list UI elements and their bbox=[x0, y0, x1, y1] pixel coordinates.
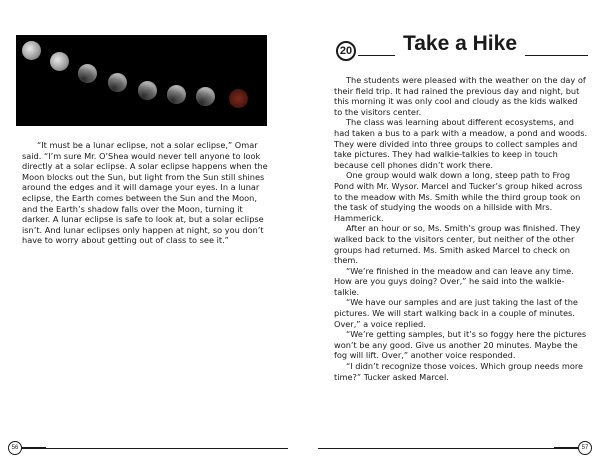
story-paragraph: “We’re getting samples, but it’s so foggy here the pictures won’t be any good. Give us another 20 minutes. Maybe the fog will lift. Over,” another voice responded. bbox=[334, 329, 587, 361]
chapter-title: Take a Hike bbox=[395, 31, 525, 57]
footer-rule-thin bbox=[46, 448, 288, 449]
moon-phase-6 bbox=[167, 85, 186, 104]
story-paragraph: The class was learning about different ecosystems, and had taken a bus to a park with a meadow, a pond and woods. They were divided into three groups to collect samples and take pictures. They had walkie-talkies to keep in touch because cell phones didn’t work there. bbox=[334, 117, 588, 170]
lunar-eclipse-photo bbox=[16, 35, 267, 126]
dialogue-paragraph: “It must be a lunar eclipse, not a solar eclipse,” Omar said. “I’m sure Mr. O’Shea would never tell anyone to look directly at a solar eclipse. A solar eclipse happens when the Moon blocks out the Sun, but light from the Sun still shines around the edges and it will damage your eyes. In a lunar eclipse, the Earth comes between the Sun and the Moon, and the Earth’s shadow falls over the Moon, turning it darker. A lunar eclipse is safe to look at, but a solar eclipse isn’t. And lunar eclipses only happen at night, so you don’t have to worry about getting out of class to see it.” bbox=[22, 140, 268, 246]
left-page-body bbox=[22, 140, 272, 246]
story-paragraph: “I didn’t recognize those voices. Which group needs more time?” Tucker asked Marcel. bbox=[334, 361, 584, 382]
moon-phase-8 bbox=[229, 89, 248, 108]
right-page-number: 57 bbox=[578, 441, 592, 455]
moon-phase-5 bbox=[138, 81, 157, 100]
right-page-body bbox=[334, 75, 588, 382]
footer-rule-thick bbox=[554, 447, 578, 449]
story-paragraph: One group would walk down a long, steep path to Frog Pond with Mr. Wysor. Marcel and Tucker’s group hiked across to the meadow with Ms. Smith while the third group took on the task of studying the woods on a hillside with Mrs. Hammerick. bbox=[334, 170, 583, 223]
right-page-footer bbox=[318, 441, 592, 455]
story-paragraph: “We’re finished in the meadow and can leave any time. How are you guys doing? Over,” he said into the walkie-talkie. bbox=[334, 265, 574, 297]
moon-phase-2 bbox=[50, 52, 69, 71]
moon-phase-7 bbox=[196, 87, 215, 106]
moon-phase-4 bbox=[108, 73, 127, 92]
moon-phase-3 bbox=[78, 64, 97, 83]
story-paragraph: The students were pleased with the weather on the day of their field trip. It had rained the previous day and night, but this morning it was only cool and cloudy as the kids walked to the visitors center. bbox=[334, 75, 586, 117]
story-paragraph: After an hour or so, Ms. Smith’s group was finished. They walked back to the visitors center, but neither of the other groups had returned. Ms. Smith asked Marcel to check on them. bbox=[334, 223, 581, 266]
left-page-number: 56 bbox=[8, 441, 22, 455]
footer-rule-thick bbox=[22, 447, 46, 449]
story-paragraph: “We have our samples and are just taking the last of the pictures. We will start walking back in a couple of minutes. Over,” a voice replied. bbox=[334, 297, 578, 329]
footer-rule-thin bbox=[318, 448, 554, 449]
moon-phase-1 bbox=[22, 41, 41, 60]
chapter-number-badge: 20 bbox=[336, 41, 356, 61]
left-page-footer bbox=[8, 441, 288, 455]
